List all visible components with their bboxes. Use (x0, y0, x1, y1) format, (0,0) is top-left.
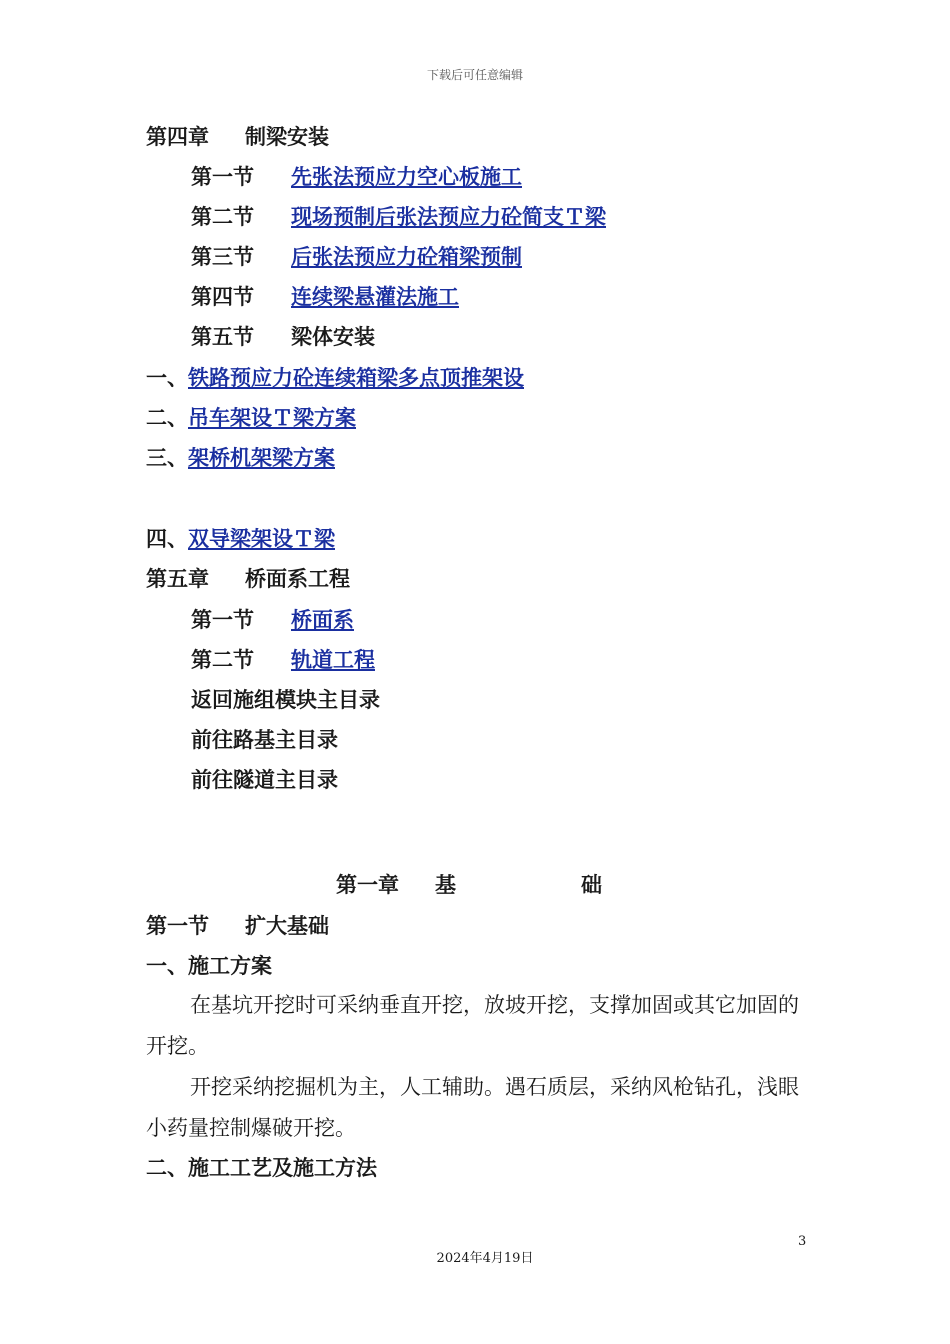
goto-tunnel-toc[interactable]: 前往隧道主目录 (191, 767, 338, 792)
toc-item-4 (146, 525, 335, 553)
toc-chapter-4 (146, 123, 329, 151)
toc-ch4-section-4 (191, 283, 459, 311)
toc-link-ch4-s3[interactable]: 后张法预应力砼箱梁预制 (291, 244, 522, 269)
toc-ch4-section-1 (191, 163, 522, 191)
goto-subgrade-toc[interactable]: 前往路基主目录 (191, 727, 338, 752)
page-header: 下载后可任意编辑 (426, 68, 523, 82)
toc-chapter-4-title: 制梁安装 (245, 124, 329, 149)
section-1-heading (146, 912, 329, 940)
toc-chapter-4-num: 第四章 (146, 124, 209, 149)
toc-link-item-3[interactable]: 架桥机架梁方案 (188, 445, 335, 470)
toc-ch4-s5-title: 梁体安装 (291, 324, 375, 349)
heading-process-and-methods: 二、施工工艺及施工方法 (146, 1155, 377, 1180)
toc-link-ch5-s2[interactable]: 轨道工程 (291, 647, 375, 672)
toc-chapter-5-title: 桥面系工程 (245, 566, 350, 591)
toc-link-item-4[interactable]: 双导梁架设Ｔ梁 (188, 526, 335, 551)
page-number: 3 (798, 1234, 807, 1249)
toc-link-item-1[interactable]: 铁路预应力砼连续箱梁多点顶推架设 (188, 365, 524, 390)
toc-ch5-section-1 (191, 606, 354, 634)
toc-ch4-section-2 (191, 203, 606, 231)
toc-item-1 (146, 364, 524, 392)
toc-section-num: 第二节 (191, 647, 254, 672)
toc-link-ch4-s4[interactable]: 连续梁悬灌法施工 (291, 284, 459, 309)
toc-section-num: 第一节 (191, 607, 254, 632)
toc-link-ch4-s2[interactable]: 现场预制后张法预应力砼简支Ｔ梁 (291, 204, 606, 229)
chapter-title-part-1: 基 (435, 872, 456, 897)
paragraph-excavation-methods: 在基坑开挖时可采纳垂直开挖，放坡开挖，支撑加固或其它加固的开挖。 (146, 993, 799, 1058)
toc-section-num: 第四节 (191, 284, 254, 309)
toc-chapter-5 (146, 565, 350, 593)
footer-date: 2024年4月19日 (436, 1251, 534, 1266)
paragraph-excavation-equipment: 开挖采纳挖掘机为主，人工辅助。遇石质层，采纳风枪钻孔，浅眼小药量控制爆破开挖。 (146, 1075, 799, 1140)
chapter-1-heading (336, 871, 602, 899)
toc-section-num: 第二节 (191, 204, 254, 229)
toc-item-num: 二、 (146, 405, 188, 430)
toc-item-num: 三、 (146, 445, 188, 470)
chapter-num: 第一章 (336, 872, 399, 897)
toc-ch5-section-2 (191, 646, 375, 674)
toc-link-ch5-s1[interactable]: 桥面系 (291, 607, 354, 632)
toc-ch4-section-3 (191, 243, 522, 271)
section-num: 第一节 (146, 913, 209, 938)
section-title: 扩大基础 (245, 913, 329, 938)
toc-section-num: 第一节 (191, 164, 254, 189)
toc-section-num: 第五节 (191, 324, 254, 349)
toc-item-3 (146, 444, 335, 472)
toc-item-num: 四、 (146, 526, 188, 551)
toc-link-item-2[interactable]: 吊车架设Ｔ梁方案 (188, 405, 356, 430)
toc-chapter-5-num: 第五章 (146, 566, 209, 591)
back-to-main-toc[interactable]: 返回施组模块主目录 (191, 687, 380, 712)
toc-section-num: 第三节 (191, 244, 254, 269)
toc-item-2 (146, 404, 356, 432)
toc-item-num: 一、 (146, 365, 188, 390)
heading-construction-plan: 一、施工方案 (146, 953, 272, 978)
chapter-title-part-2: 础 (581, 872, 602, 897)
toc-ch4-section-5 (191, 323, 375, 351)
toc-link-ch4-s1[interactable]: 先张法预应力空心板施工 (291, 164, 522, 189)
